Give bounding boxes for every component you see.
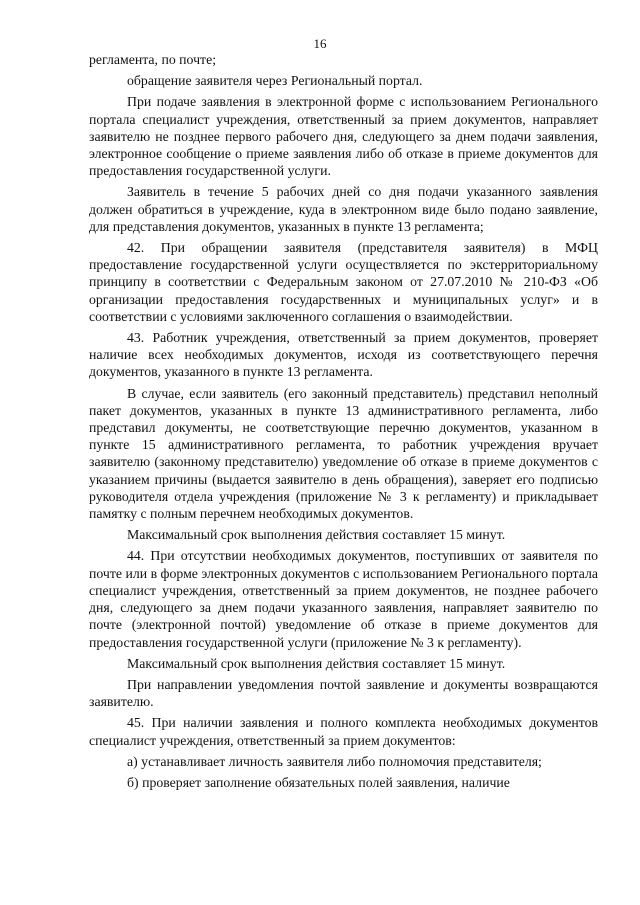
page-number: 16 bbox=[313, 36, 327, 51]
paragraph: 45. При наличии заявления и полного комплекта необходимых документов специалист учреждения, ответственный за прием документов: bbox=[89, 715, 598, 748]
document-body bbox=[89, 51, 598, 795]
paragraph: Заявитель в течение 5 рабочих дней со дня подачи указанного заявления должен обратиться в учреждение, куда в электронном виде было подано заявление, для представления документов, указанных в пункте 13 регламента; bbox=[89, 184, 598, 234]
paragraph: Максимальный срок выполнения действия составляет 15 минут. bbox=[127, 655, 506, 671]
paragraph: При подаче заявления в электронной форме с использованием Регионального портала специалист учреждения, ответственный за прием документов, направляет заявителю не позднее первого рабочего дня, следующего за днем подачи заявления, электронное сообщение о приеме заявления либо об отказе в приеме документов для предоставления государственной услуги. bbox=[89, 94, 598, 179]
paragraph: 42. При обращении заявителя (представителя заявителя) в МФЦ предоставление государственной услуги осуществляется по экстерриториальному принципу в соответствии с Федеральным законом от 27.07.2010 № 210-ФЗ «Об организации предоставления государственных и муниципальных услуг» и в соответствии с условиями заключенного соглашения о взаимодействии. bbox=[89, 240, 598, 324]
paragraph: 43. Работник учреждения, ответственный за прием документов, проверяет наличие всех необходимых документов, исходя из соответствующего перечня документов, указанного в пункте 13 регламента. bbox=[89, 330, 598, 380]
paragraph: а) устанавливает личность заявителя либо полномочия представителя; bbox=[127, 753, 542, 769]
paragraph: Максимальный срок выполнения действия составляет 15 минут. bbox=[127, 527, 506, 543]
paragraph: обращение заявителя через Региональный портал. bbox=[127, 73, 423, 89]
paragraph: регламента, по почте; bbox=[89, 52, 217, 67]
paragraph: 44. При отсутствии необходимых документов, поступивших от заявителя по почте или в форме электронных документов с использованием Регионального портала специалист учреждения, ответственный за прием документов, не позднее рабочего дня, следующего за днем подачи указанного заявления, направляет заявителю по почте (электронной почтой) уведомление об отказе в приеме документов для предоставления государственной услуги (приложение № 3 к регламенту). bbox=[89, 548, 598, 650]
paragraph: При направлении уведомления почтой заявление и документы возвращаются заявителю. bbox=[89, 676, 598, 710]
paragraph: б) проверяет заполнение обязательных полей заявления, наличие bbox=[127, 774, 510, 790]
paragraph: В случае, если заявитель (его законный представитель) представил неполный пакет документов, указанных в пункте 13 административного регламента, либо представил документы, не соответствующие перечню документов, указанном в пункте 15 административного регламента, то работник учреждения вручает заявителю (законному представителю) уведомление об отказе в приеме документов с указанием причины (выдается заявителю в день обращения), заверяет его подписью руководителя отдела учреждения (приложение № 3 к регламенту) и прикладывает памятку с полным перечнем необходимых документов. bbox=[89, 385, 598, 522]
